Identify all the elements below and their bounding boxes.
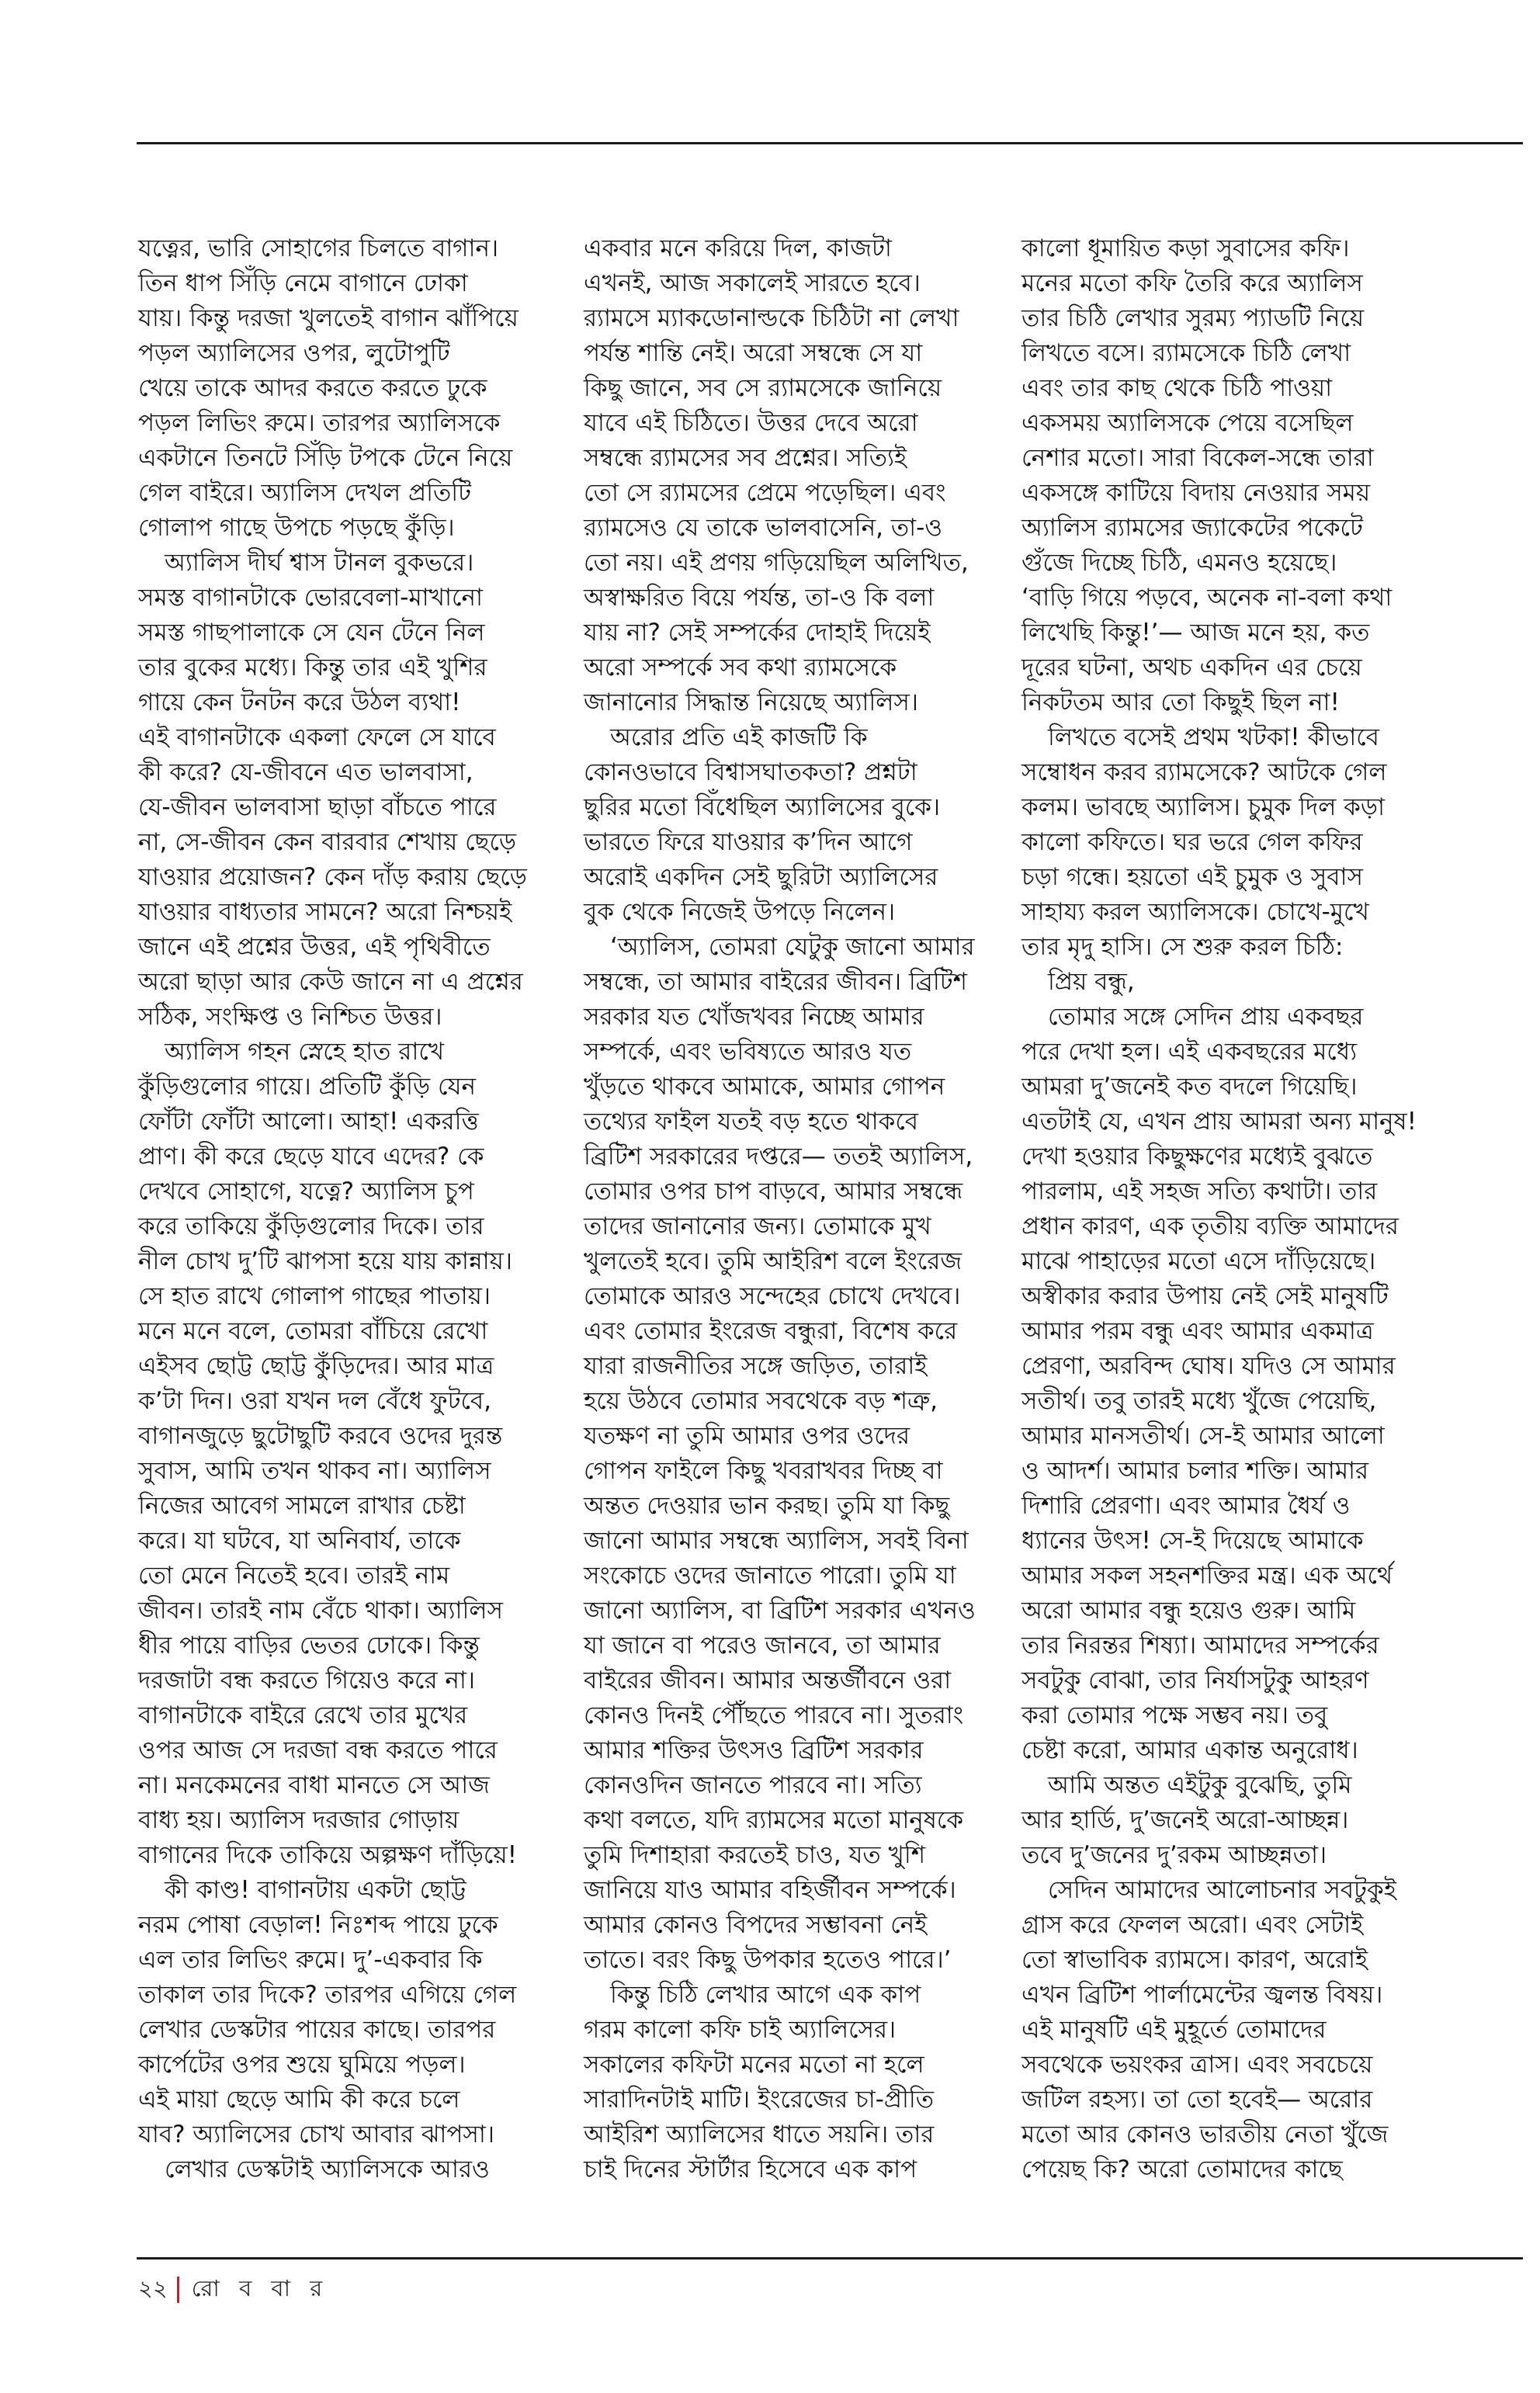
text-line: তুমি দিশাহারা করতেই চাও, যত খুশি: [584, 1841, 926, 1869]
paragraph: [138, 2152, 538, 2187]
text-line: প্রেরণা, অরবিন্দ ঘোষ। যদিও সে আমার: [1021, 1352, 1396, 1380]
text-line: অ্যালিস গহন স্নেহে হাত রাখে: [165, 1038, 445, 1066]
text-line: তোমাকে আরও সন্দেহের চোখে দেখবে।: [584, 1282, 961, 1310]
text-line: কালো কফিতে। ঘর ভরে গেল কফির: [1021, 828, 1363, 856]
paragraph: [138, 231, 538, 546]
text-line: পর্যন্ত শান্তি নেই। অরো সম্বন্ধে সে যা: [584, 339, 923, 367]
text-line: কী কাণ্ড! বাগানটায় একটা ছোট্ট: [165, 1876, 467, 1904]
text-line: তার মৃদু হাসি। সে শুরু করল চিঠি:: [1021, 933, 1344, 961]
text-line: না। মনকেমনের বাধা মানতে সে আজ: [138, 1771, 490, 1799]
paragraph: [584, 231, 983, 720]
text-line: সেদিন আমাদের আলোচনার সবটুকুই: [1048, 1876, 1396, 1904]
text-line: করে তাকিয়ে কুঁড়িগুলোর দিকে। তার: [138, 1212, 484, 1240]
text-line: ফোঁটা ফোঁটা আলো। আহা! একরত্তি: [138, 1108, 479, 1136]
text-line: কার্পেটের ওপর শুয়ে ঘুমিয়ে পড়ল।: [138, 2051, 466, 2079]
text-line: এইসব ছোট্ট ছোট্ট কুঁড়িদের। আর মাত্র: [138, 1352, 494, 1380]
text-line: সম্বন্ধে, তা আমার বাইরের জীবন। ব্রিটিশ: [584, 968, 967, 996]
text-line: অরো আমার বন্ধু হয়েও গুরু। আমি: [1021, 1597, 1356, 1625]
text-line: সরকার যত খোঁজখবর নিচ্ছে আমার: [584, 1003, 924, 1031]
text-line: অস্বীকার করার উপায় নেই সেই মানুষটি: [1021, 1282, 1389, 1310]
text-line: খেয়ে তাকে আদর করতে করতে ঢুকে: [138, 374, 487, 402]
text-line: প্রধান কারণ, এক তৃতীয় ব্যক্তি আমাদের: [1021, 1212, 1399, 1240]
text-line: নীল চোখ দু’টি ঝাপসা হয়ে যায় কান্নায়।: [138, 1247, 512, 1275]
paragraph: [1021, 965, 1421, 1000]
text-line: তো নয়। এই প্রণয় গড়িয়েছিল অলিখিত,: [584, 549, 969, 577]
text-line: ধীর পায়ে বাড়ির ভেতর ঢোকে। কিন্তু: [138, 1632, 480, 1659]
text-line: তিন ধাপ সিঁড়ি নেমে বাগানে ঢোকা: [138, 269, 468, 297]
top-rule: [137, 142, 1523, 144]
text-line: কোনওভাবে বিশ্বাসঘাতকতা? প্রশ্নটা: [584, 758, 917, 786]
text-line: গোপন ফাইলে কিছু খবরাখবর দিচ্ছ বা: [584, 1457, 943, 1485]
text-line: ‘বাড়ি গিয়ে পড়বে, অনেক না-বলা কথা: [1021, 584, 1393, 612]
text-line: মতো আর কোনও ভারতীয় নেতা খুঁজে: [1021, 2121, 1389, 2148]
text-line: তার বুকের মধ্যে। কিন্তু তার এই খুশির: [138, 654, 487, 681]
text-line: সম্বোধন করব র‍্যামসেকে? আটকে গেল: [1021, 758, 1387, 786]
text-line: ক’টা দিন। ওরা যখন দল বেঁধে ফুটবে,: [138, 1387, 492, 1415]
text-line: সংকোচে ওদের জানাতে পারো। তুমি যা: [584, 1562, 956, 1590]
text-line: কথা বলতে, যদি র‍্যামসের মতো মানুষকে: [584, 1806, 964, 1834]
text-line: ওপর আজ সে দরজা বন্ধ করতে পারে: [138, 1736, 498, 1764]
bottom-rule: [137, 2257, 1523, 2259]
text-line: দরজাটা বন্ধ করতে গিয়েও করে না।: [138, 1666, 475, 1694]
text-line: লিখেছি কিন্তু!’— আজ মনে হয়, কত: [1021, 619, 1370, 647]
text-line: সম্বন্ধে র‍্যামসের সব প্রশ্নের। সত্যিই: [584, 444, 907, 472]
text-line: দেখা হওয়ার কিছুক্ষণের মধ্যেই বুঝতে: [1021, 1143, 1373, 1170]
text-line: সবথেকে ভয়ংকর ত্রাস। এবং সবচেয়ে: [1021, 2051, 1373, 2079]
text-line: কালো ধূমায়িত কড়া সুবাসের কফি।: [1021, 234, 1350, 262]
text-line: গায়ে কেন টনটন করে উঠল ব্যথা!: [138, 688, 461, 716]
text-line: গ্রাস করে ফেলল অরো। এবং সেটাই: [1021, 1911, 1364, 1939]
text-line: না, সে-জীবন কেন বারবার শেখায় ছেড়ে: [138, 828, 517, 856]
text-line: তো সে র‍্যামসের প্রেমে পড়েছিল। এবং: [584, 479, 946, 507]
paragraph: [138, 1873, 538, 2152]
page-footer: [138, 2273, 328, 2307]
text-line: নিকটতম আর তো কিছুই ছিল না!: [1021, 688, 1340, 716]
text-line: অস্বাক্ষরিত বিয়ে পর্যন্ত, তা-ও কি বলা: [584, 584, 935, 612]
text-line: লেখার ডেস্কটাই অ্যালিসকে আরও: [165, 2155, 490, 2183]
text-line: একবার মনে করিয়ে দিল, কাজটা: [584, 234, 892, 262]
text-line: একটানে তিনটে সিঁড়ি টপকে টেনে নিয়ে: [138, 444, 513, 472]
text-line: আমার পরম বন্ধু এবং আমার একমাত্র: [1021, 1317, 1374, 1345]
text-line: বুক থেকে নিজেই উপড়ে নিলেন।: [584, 898, 896, 926]
text-line: একসঙ্গে কাটিয়ে বিদায় নেওয়ার সময়: [1021, 479, 1371, 507]
text-line: সতীর্থ। তবু তারই মধ্যে খুঁজে পেয়েছি,: [1021, 1387, 1377, 1415]
text-line: বাগানের দিকে তাকিয়ে অল্পক্ষণ দাঁড়িয়ে!: [138, 1841, 518, 1869]
text-line: যত্নের, ভারি সোহাগের চিলতে বাগান।: [138, 234, 499, 262]
text-line: যাওয়ার বাধ্যতার সামনে? অরো নিশ্চয়ই: [138, 898, 512, 926]
text-line: গুঁজে দিচ্ছে চিঠি, এমনও হয়েছে।: [1021, 549, 1337, 577]
text-line: সুবাস, আমি তখন থাকব না। অ্যালিস: [138, 1457, 491, 1485]
text-line: তোমার ওপর চাপ বাড়বে, আমার সম্বন্ধে: [584, 1177, 963, 1205]
text-line: সমস্ত বাগানটাকে ভোরবেলা-মাখানো: [138, 584, 483, 612]
text-line: করে। যা ঘটবে, যা অনিবার্য, তাকে: [138, 1527, 461, 1555]
text-line: তথ্যের ফাইল যতই বড় হতে থাকবে: [584, 1108, 919, 1136]
text-line: কী করে? যে-জীবনে এত ভালবাসা,: [138, 758, 473, 786]
text-line: তাদের জানানোর জন্য। তোমাকে মুখ: [584, 1212, 931, 1240]
text-line: যে-জীবন ভালবাসা ছাড়া বাঁচতে পারে: [138, 793, 497, 821]
magazine-name: রো ব বা র: [191, 2274, 329, 2301]
text-line: আইরিশ অ্যালিসের ধাতে সয়নি। তার: [584, 2121, 935, 2148]
text-line: আমার সকল সহনশক্তির মন্ত্র। এক অর্থে: [1021, 1562, 1393, 1590]
text-line: তবে দু’জনের দু’রকম আচ্ছন্নতা।: [1021, 1841, 1327, 1869]
text-line: লিখতে বসেই প্রথম খটকা! কীভাবে: [1048, 723, 1379, 751]
text-line: মাঝে পাহাড়ের মতো এসে দাঁড়িয়েছে।: [1021, 1247, 1376, 1275]
text-line: এই মানুষটি এই মুহূর্তে তোমাদের: [1021, 2016, 1327, 2044]
text-line: কলম। ভাবছে অ্যালিস। চুমুক দিল কড়া: [1021, 793, 1385, 821]
text-line: জীবন। তারই নাম বেঁচে থাকা। অ্যালিস: [138, 1597, 503, 1625]
text-line: আমরা দু’জনেই কত বদলে গিয়েছি।: [1021, 1073, 1358, 1101]
text-line: তাকাল তার দিকে? তারপর এগিয়ে গেল: [138, 1981, 517, 2009]
paragraph: [138, 546, 538, 1035]
text-line: এই মায়া ছেড়ে আমি কী করে চলে: [138, 2086, 460, 2114]
text-line: কিছু জানে, সব সে র‍্যামসেকে জানিয়ে: [584, 374, 942, 402]
text-line: যতক্ষণ না তুমি আমার ওপর ওদের: [584, 1422, 910, 1450]
text-line: জানানোর সিদ্ধান্ত নিয়েছে অ্যালিস।: [584, 688, 918, 716]
text-line: অরো সম্পর্কে সব কথা র‍্যামসেকে: [584, 654, 897, 681]
paragraph: [584, 930, 983, 1978]
text-line: এল তার লিভিং রুমে। দু’-একবার কি: [138, 1946, 483, 1974]
text-line: সাহায্য করল অ্যালিসকে। চোখে-মুখে: [1021, 898, 1369, 926]
text-line: নেশার মতো। সারা বিকেল-সন্ধে তারা: [1021, 444, 1374, 472]
text-line: বাধ্য হয়। অ্যালিস দরজার গোড়ায়: [138, 1806, 460, 1834]
text-line: জটিল রহস্য। তা তো হবেই— অরোর: [1021, 2086, 1373, 2114]
text-line: নরম পোষা বেড়াল! নিঃশব্দ পায়ে ঢুকে: [138, 1911, 498, 1939]
text-line: কোনও দিনই পৌঁছতে পারবে না। সুতরাং: [584, 1701, 964, 1729]
paragraph: [1021, 1873, 1421, 2187]
text-line: র‍্যামসেও যে তাকে ভালবাসেনি, তা-ও: [584, 514, 943, 542]
text-line: এবং তার কাছ থেকে চিঠি পাওয়া: [1021, 374, 1333, 402]
text-line: মনের মতো কফি তৈরি করে অ্যালিস: [1021, 269, 1363, 297]
paragraph: [1021, 231, 1421, 720]
text-line: কিন্তু চিঠি লেখার আগে এক কাপ: [610, 1981, 921, 2009]
text-line: যায়। কিন্তু দরজা খুলতেই বাগান ঝাঁপিয়ে: [138, 304, 519, 332]
text-line: চড়া গন্ধে। হয়তো এই চুমুক ও সুবাস: [1021, 863, 1363, 891]
text-line: অরো ছাড়া আর কেউ জানে না এ প্রশ্নের: [138, 968, 523, 996]
text-line: পড়ল অ্যালিসের ওপর, লুটোপুটি: [138, 339, 450, 367]
text-line: যারা রাজনীতির সঙ্গে জড়িত, তারাই: [584, 1352, 928, 1380]
text-line: খুলতেই হবে। তুমি আইরিশ বলে ইংরেজ: [584, 1247, 962, 1275]
text-line: দূরের ঘটনা, অথচ একদিন এর চেয়ে: [1021, 654, 1362, 681]
text-line: আমার কোনও বিপদের সম্ভাবনা নেই: [584, 1911, 928, 1939]
article-column-3: [1021, 231, 1421, 2187]
text-line: হয়ে উঠবে তোমার সবথেকে বড় শত্রু,: [584, 1387, 938, 1415]
text-line: সারাদিনটাই মাটি। ইংরেজের চা-প্রীতি: [584, 2086, 935, 2114]
text-line: লিখতে বসে। র‍্যামসেকে চিঠি লেখা: [1021, 339, 1351, 367]
paragraph: [584, 720, 983, 930]
text-line: অ্যালিস দীর্ঘ শ্বাস টানল বুকভরে।: [165, 549, 474, 577]
article-column-1: [138, 231, 538, 2187]
text-line: প্রিয় বন্ধু,: [1048, 968, 1135, 996]
text-line: প্রাণ। কী করে ছেড়ে যাবে এদের? কে: [138, 1143, 484, 1170]
text-line: বাইরের জীবন। আমার অন্তর্জীবনে ওরা: [584, 1666, 952, 1694]
text-line: পেয়েছ কি? অরো তোমাদের কাছে: [1021, 2155, 1343, 2183]
text-line: যাব? অ্যালিসের চোখ আবার ঝাপসা।: [138, 2121, 494, 2148]
text-line: অরোর প্রতি এই কাজটি কি: [610, 723, 868, 751]
text-line: জানে এই প্রশ্নের উত্তর, এই পৃথিবীতে: [138, 933, 491, 961]
text-line: ধ্যানের উৎস! সে-ই দিয়েছে আমাকে: [1021, 1527, 1364, 1555]
footer-accent-bar: [177, 2277, 179, 2303]
text-line: কুঁড়িগুলোর গায়ে। প্রতিটি কুঁড়ি যেন: [138, 1073, 476, 1101]
text-line: পারলাম, এই সহজ সত্যি কথাটা। তার: [1021, 1177, 1378, 1205]
text-line: পড়ল লিভিং রুমে। তারপর অ্যালিসকে: [138, 409, 501, 437]
text-line: তো মেনে নিতেই হবে। তারই নাম: [138, 1562, 450, 1590]
text-line: এবং তোমার ইংরেজ বন্ধুরা, বিশেষ করে: [584, 1317, 958, 1345]
text-line: গরম কালো কফি চাই অ্যালিসের।: [584, 2016, 897, 2044]
text-line: ‘অ্যালিস, তোমরা যেটুকু জানো আমার: [610, 933, 975, 961]
text-line: সম্পর্কে, এবং ভবিষ্যতে আরও যত: [584, 1038, 912, 1066]
text-line: জানো আমার সম্বন্ধে অ্যালিস, সবই বিনা: [584, 1527, 969, 1555]
text-line: আমি অন্তত এইটুকু বুঝেছি, তুমি: [1048, 1771, 1352, 1799]
text-line: নিজের আবেগ সামলে রাখার চেষ্টা: [138, 1492, 466, 1520]
text-line: বাগানজুড়ে ছুটোছুটি করবে ওদের দুরন্ত: [138, 1422, 503, 1450]
text-line: আমার মানসতীর্থ। সে-ই আমার আলো: [1021, 1422, 1385, 1450]
text-line: র‍্যামসে ম্যাকডোনাল্ডকে চিঠিটা না লেখা: [584, 304, 959, 332]
text-line: আমার শক্তির উৎসও ব্রিটিশ সরকার: [584, 1736, 924, 1764]
text-line: তো স্বাভাবিক র‍্যামসে। কারণ, অরোই: [1021, 1946, 1368, 1974]
text-line: চাই দিনের স্টার্টার হিসেবে এক কাপ: [584, 2155, 917, 2183]
paragraph: [1021, 720, 1421, 965]
text-line: বাগানটাকে বাইরে রেখে তার মুখের: [138, 1701, 468, 1729]
text-line: চেষ্টা করো, আমার একান্ত অনুরোধ।: [1021, 1736, 1358, 1764]
text-line: দিশারি প্রেরণা। এবং আমার ধৈর্য ও: [1021, 1492, 1351, 1520]
paragraph: [1021, 1768, 1421, 1873]
text-line: লেখার ডেস্কটার পায়ের কাছে। তারপর: [138, 2016, 496, 2044]
text-line: সকালের কফিটা মনের মতো না হলে: [584, 2051, 924, 2079]
paragraph: [1021, 1000, 1421, 1768]
text-line: অ্যালিস র‍্যামসের জ্যাকেটের পকেটে: [1021, 514, 1363, 542]
text-line: কোনওদিন জানতে পারবে না। সত্যি: [584, 1771, 922, 1799]
text-line: যাওয়ার প্রয়োজন? কেন দাঁড় করায় ছেড়ে: [138, 863, 527, 891]
text-line: সে হাত রাখে গোলাপ গাছের পাতায়।: [138, 1282, 491, 1310]
text-line: এতটাই যে, এখন প্রায় আমরা অন্য মানুষ!: [1021, 1108, 1417, 1136]
text-line: একসময় অ্যালিসকে পেয়ে বসেছিল: [1021, 409, 1354, 437]
text-line: আর হার্ডি, দু’জনেই অরো-আচ্ছন্ন।: [1021, 1806, 1349, 1834]
text-line: তার চিঠি লেখার সুরম্য প্যাডটি নিয়ে: [1021, 304, 1365, 332]
text-line: যায় না? সেই সম্পর্কের দোহাই দিয়েই: [584, 619, 931, 647]
text-line: জানিয়ে যাও আমার বহির্জীবন সম্পর্কে।: [584, 1876, 956, 1904]
text-line: তাতে। বরং কিছু উপকার হতেও পারে।’: [584, 1946, 952, 1974]
text-line: গেল বাইরে। অ্যালিস দেখল প্রতিটি: [138, 479, 471, 507]
text-line: এখন ব্রিটিশ পার্লামেন্টের জ্বলন্ত বিষয়।: [1021, 1981, 1383, 2009]
text-line: জানো অ্যালিস, বা ব্রিটিশ সরকার এখনও: [584, 1597, 976, 1625]
text-line: তার নিরন্তর শিষ্যা। আমাদের সম্পর্কের: [1021, 1632, 1379, 1659]
paragraph: [584, 1978, 983, 2187]
text-line: সবটুকু বোঝা, তার নির্যাসটুকু আহরণ: [1021, 1666, 1369, 1694]
text-line: অন্তত দেওয়ার ভান করছ। তুমি যা কিছু: [584, 1492, 950, 1520]
text-line: সমস্ত গাছপালাকে সে যেন টেনে নিল: [138, 619, 485, 647]
text-line: তোমার সঙ্গে সেদিন প্রায় একবছর: [1048, 1003, 1364, 1031]
text-line: যা জানে বা পরেও জানবে, তা আমার: [584, 1632, 941, 1659]
page-number: ২২: [138, 2274, 168, 2301]
text-line: অরোই একদিন সেই ছুরিটা অ্যালিসের: [584, 863, 938, 891]
paragraph: [138, 1035, 538, 1873]
text-line: পরে দেখা হল। এই একবছরের মধ্যে: [1021, 1038, 1358, 1066]
text-line: খুঁড়তে থাকবে আমাকে, আমার গোপন: [584, 1073, 945, 1101]
text-line: সঠিক, সংক্ষিপ্ত ও নিশ্চিত উত্তর।: [138, 1003, 442, 1031]
text-line: যাবে এই চিঠিতে। উত্তর দেবে অরো: [584, 409, 918, 437]
text-line: এই বাগানটাকে একলা ফেলে সে যাবে: [138, 723, 496, 751]
text-line: করা তোমার পক্ষে সম্ভব নয়। তবু: [1021, 1701, 1328, 1729]
text-line: ও আদর্শ। আমার চলার শক্তি। আমার: [1021, 1457, 1369, 1485]
text-line: মনে মনে বলে, তোমরা বাঁচিয়ে রেখো: [138, 1317, 488, 1345]
text-line: এখনই, আজ সকালেই সারতে হবে।: [584, 269, 921, 297]
text-line: ভারতে ফিরে যাওয়ার ক’দিন আগে: [584, 828, 913, 856]
text-line: গোলাপ গাছে উপচে পড়ছে কুঁড়ি।: [138, 514, 455, 542]
text-line: ব্রিটিশ সরকারের দপ্তরে— ততই অ্যালিস,: [584, 1143, 973, 1170]
text-line: ছুরির মতো বিঁধেছিল অ্যালিসের বুকে।: [584, 793, 941, 821]
article-column-2: [584, 231, 983, 2187]
text-line: দেখবে সোহাগে, যত্নে? অ্যালিস চুপ: [138, 1177, 474, 1205]
